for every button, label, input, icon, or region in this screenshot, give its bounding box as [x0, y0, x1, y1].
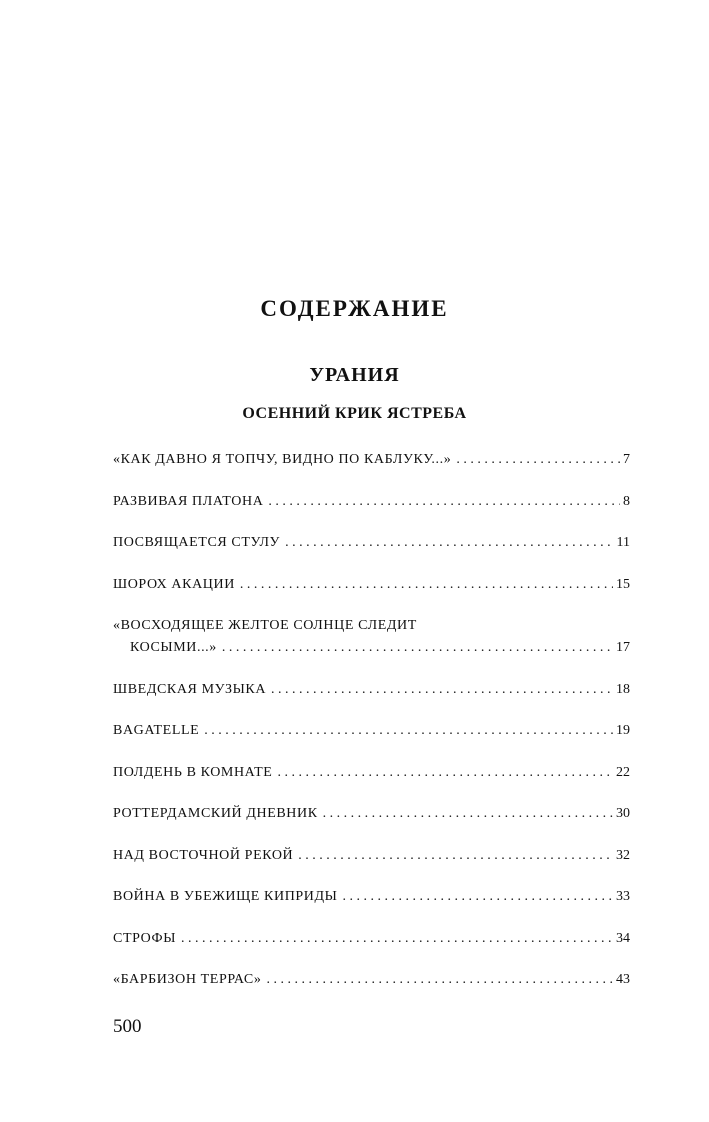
- toc-entry: [113, 886, 630, 908]
- subsection-heading: ОСЕННИЙ КРИК ЯСТРЕБА: [242, 405, 467, 422]
- contents-heading: СОДЕРЖАНИЕ: [260, 296, 449, 321]
- dot-leader: [204, 720, 613, 742]
- dot-leader: [240, 574, 613, 596]
- dot-leader: [323, 803, 613, 825]
- toc-entry: [113, 720, 630, 742]
- toc-entry-page: 8: [623, 493, 630, 509]
- toc-entry-page: 30: [616, 806, 630, 821]
- toc-entry-page: 32: [616, 847, 630, 863]
- toc-entry-title: BAGATELLE: [113, 723, 200, 738]
- dot-leader: [277, 762, 613, 784]
- dot-leader: [271, 679, 613, 701]
- toc-entry-title: ВОЙНА В УБЕЖИЩЕ КИПРИДЫ: [113, 889, 338, 904]
- toc-entry-title: РОТТЕРДАМСКИЙ ДНЕВНИК: [113, 806, 318, 821]
- toc-entry-title: НАД ВОСТОЧНОЙ РЕКОЙ: [113, 847, 294, 863]
- toc-entry-title: ШОРОХ АКАЦИИ: [113, 576, 235, 592]
- toc-entry-page: 15: [616, 576, 630, 592]
- dot-leader: [266, 969, 613, 991]
- toc-entry: [113, 532, 630, 554]
- toc-entry-title: ШВЕДСКАЯ МУЗЫКА: [113, 681, 267, 697]
- toc-entry-title: «КАК ДАВНО Я ТОПЧУ, ВИДНО ПО КАБЛУКУ...»: [113, 452, 452, 467]
- dot-leader: [222, 637, 613, 659]
- toc-entry: [113, 762, 630, 784]
- toc-entry: [113, 803, 630, 825]
- toc-entry: [113, 679, 630, 701]
- dot-leader: [268, 491, 620, 513]
- dot-leader: [181, 928, 613, 950]
- toc-entry-page: 11: [616, 535, 630, 550]
- toc-entry-page: 18: [616, 681, 630, 697]
- table-of-contents: [113, 449, 630, 1011]
- toc-entry-page: 33: [616, 889, 630, 904]
- toc-entry-title-continuation: КОСЫМИ...»: [130, 640, 217, 655]
- page-number: 500: [113, 1016, 142, 1037]
- toc-entry-page: 17: [616, 640, 630, 655]
- toc-entry: [113, 845, 630, 867]
- section-heading: УРАНИЯ: [309, 364, 400, 386]
- toc-entry: [113, 449, 630, 471]
- toc-entry-page: 34: [616, 930, 630, 946]
- toc-entry: [113, 969, 630, 991]
- toc-entry-page: 43: [616, 972, 630, 987]
- dot-leader: [456, 449, 620, 471]
- toc-entry-page: 19: [616, 723, 630, 738]
- toc-entry-title: СТРОФЫ: [113, 930, 176, 946]
- dot-leader: [285, 532, 613, 554]
- toc-entry-title: «ВОСХОДЯЩЕЕ ЖЕЛТОЕ СОЛНЦЕ СЛЕДИТ: [113, 618, 417, 633]
- toc-entry-title: ПОЛДЕНЬ В КОМНАТЕ: [113, 764, 273, 780]
- toc-entry-page: 22: [616, 764, 630, 780]
- toc-entry: [113, 574, 630, 596]
- toc-entry-title: РАЗВИВАЯ ПЛАТОНА: [113, 493, 264, 509]
- toc-entry: [113, 615, 630, 659]
- toc-entry-title: ПОСВЯЩАЕТСЯ СТУЛУ: [113, 535, 281, 550]
- toc-entry-page: 7: [623, 452, 630, 467]
- toc-entry: [113, 928, 630, 950]
- dot-leader: [342, 886, 613, 908]
- toc-entry: [113, 491, 630, 513]
- toc-entry-title: «БАРБИЗОН ТЕРРАС»: [113, 972, 262, 987]
- dot-leader: [298, 845, 613, 867]
